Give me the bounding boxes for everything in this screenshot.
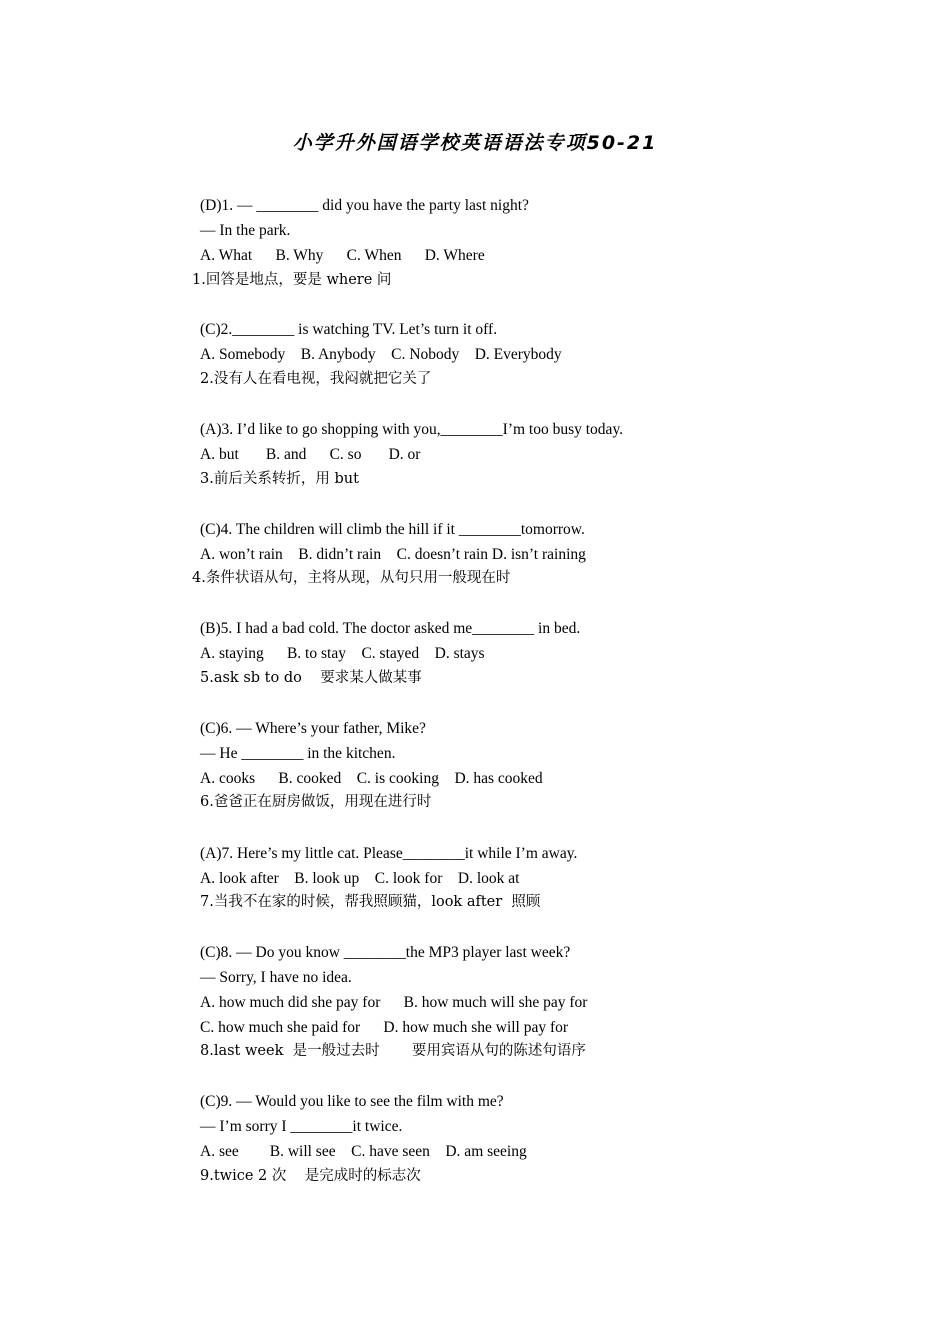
q7-stem: (A)7. Here’s my little cat. Please________it while I’m away. [200,845,578,862]
q2-stem: (C)2.________ is watching TV. Let’s turn it off. [200,321,498,338]
q9-options: A. see B. will see C. have seen D. am seeing [200,1143,527,1160]
q9-note: 9.twice 2 次 是完成时的标志次 [200,1168,421,1184]
q1-answer-line: — In the park. [200,222,291,239]
q6-stem: (C)6. — Where’s your father, Mike? [200,720,426,737]
q6-options: A. cooks B. cooked C. is cooking D. has cooked [200,770,543,787]
q8-stem: (C)8. — Do you know ________the MP3 player last week? [200,944,571,961]
q5-options: A. staying B. to stay C. stayed D. stays [200,645,485,662]
q8-options-cd: C. how much she paid for D. how much she will pay for [200,1019,569,1036]
q6-note: 6.爸爸正在厨房做饭，用现在进行时 [200,794,432,810]
q1-options: A. What B. Why C. When D. Where [200,247,485,264]
q7-note: 7.当我不在家的时候，帮我照顾猫，look after 照顾 [200,894,541,910]
q8-note: 8.last week 是一般过去时 要用宾语从句的陈述句语序 [200,1043,586,1059]
q7-options: A. look after B. look up C. look for D. look at [200,870,520,887]
q6-answer-line: — He ________ in the kitchen. [200,745,396,762]
q3-options: A. but B. and C. so D. or [200,446,421,463]
q3-note: 3.前后关系转折，用 but [200,471,359,487]
q8-options-ab: A. how much did she pay for B. how much will she pay for [200,994,588,1011]
page-title: 小学升外国语学校英语语法专项50-21 [292,132,658,154]
q2-options: A. Somebody B. Anybody C. Nobody D. Everybody [200,346,562,363]
q9-stem: (C)9. — Would you like to see the film with me? [200,1093,504,1110]
q8-answer-line: — Sorry, I have no idea. [200,969,352,986]
q5-note: 5.ask sb to do 要求某人做某事 [200,670,422,686]
q4-stem: (C)4. The children will climb the hill if it ________tomorrow. [200,521,585,538]
q5-stem: (B)5. I had a bad cold. The doctor asked me________ in bed. [200,620,581,637]
q1-stem: (D)1. — ________ did you have the party last night? [200,197,529,214]
q9-answer-line: — I’m sorry I ________it twice. [200,1118,403,1135]
q2-note: 2.没有人在看电视，我闷就把它关了 [200,371,432,387]
q1-note: 1.回答是地点，要是 where 问 [192,272,392,288]
q4-options: A. won’t rain B. didn’t rain C. doesn’t rain D. isn’t raining [200,546,586,563]
q3-stem: (A)3. I’d like to go shopping with you,________I’m too busy today. [200,421,624,438]
q4-note: 4.条件状语从句，主将从现，从句只用一般现在时 [192,570,511,586]
